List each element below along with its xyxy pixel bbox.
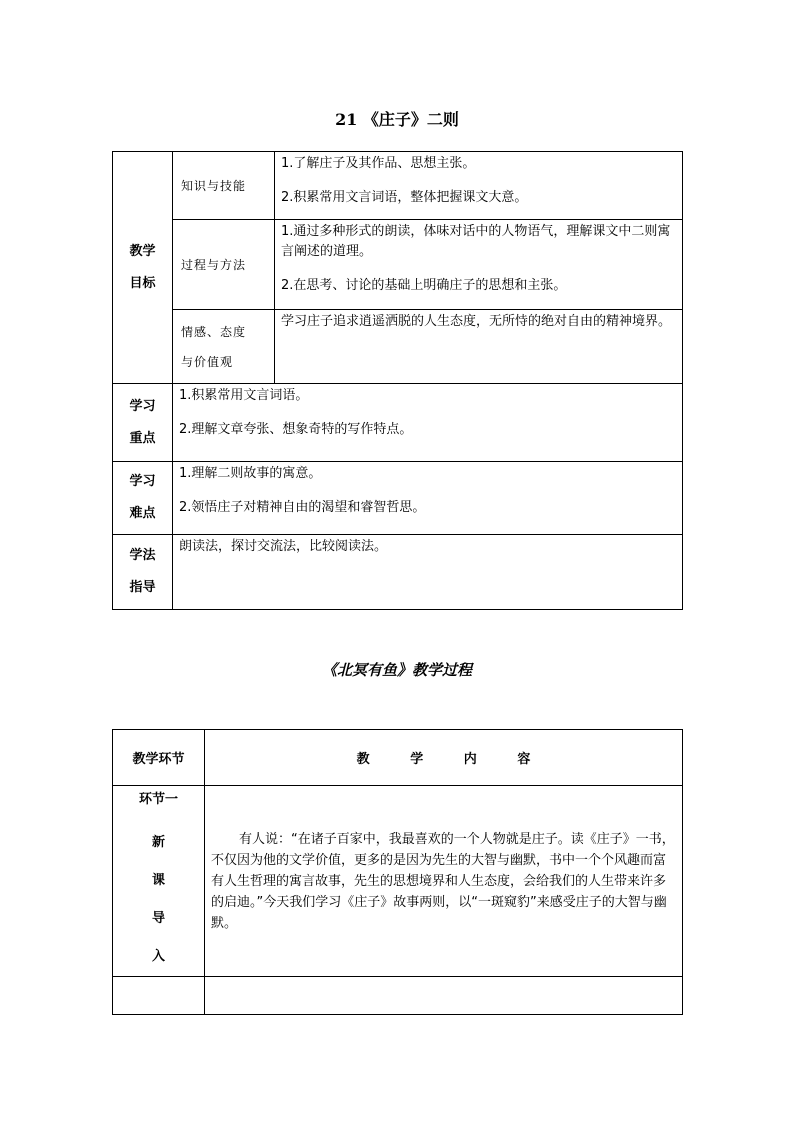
difficulty-item: 1.理解二则故事的寓意。 — [179, 466, 322, 481]
stage-one-char: 导 — [151, 911, 165, 926]
methods-label-line1: 学法 — [129, 548, 156, 563]
empty-content-cell — [205, 977, 683, 1015]
knowledge-label: 知识与技能 — [173, 152, 275, 220]
emotion-text: 学习庄子追求逍遥洒脱的人生态度，无所恃的绝对自由的精神境界。 — [281, 314, 672, 329]
difficulties-label-line2: 难点 — [129, 506, 156, 521]
stage-header: 教学环节 — [113, 730, 205, 786]
stage-one-content: 有人说：“在诸子百家中，我最喜欢的一个人物就是庄子。读《庄子》一书，不仅因为他的文学价值，更多的是因为先生的大智与幽默，书中一个个风趣而富有人生哲理的寓言故事，先生的思想境界和人生态度，会给我们的人生带来许多的启迪。”今天我们学习《庄子》故事两则，以“一斑窥豹”来感受庄子的大智与幽默。 — [205, 786, 683, 977]
emotion-label-line1: 情感、态度 — [181, 324, 247, 339]
content-header-char: 内 — [463, 752, 477, 767]
methods-label-line2: 指导 — [129, 580, 156, 595]
document-title: 21 《庄子》二则 — [335, 110, 459, 129]
teaching-process-table — [112, 729, 683, 1015]
knowledge-content — [275, 152, 683, 220]
emotion-content — [275, 310, 683, 384]
key-points-label-line1: 学习 — [129, 398, 156, 414]
key-point-item: 1.积累常用文言词语。 — [179, 388, 309, 403]
methods-text: 朗读法，探讨交流法，比较阅读法。 — [179, 539, 388, 554]
stage-one-char: 课 — [151, 873, 165, 888]
process-method-label: 过程与方法 — [173, 220, 275, 310]
knowledge-item: 1.了解庄子及其作品、思想主张。 — [281, 156, 476, 171]
difficulty-item: 2.领悟庄子对精神自由的渴望和睿智哲思。 — [179, 500, 426, 515]
process-title: 《北冥有鱼》教学过程 — [321, 661, 472, 679]
content-header-char: 容 — [517, 752, 531, 767]
key-points-label — [113, 384, 173, 462]
knowledge-item: 2.积累常用文言词语，整体把握课文大意。 — [281, 190, 528, 205]
content-header-char: 教 — [356, 752, 370, 767]
process-method-content — [275, 220, 683, 310]
goals-label-line1: 教学 — [129, 243, 156, 259]
methods-label — [113, 535, 173, 610]
empty-stage-cell — [113, 977, 205, 1015]
emotion-label — [173, 310, 275, 384]
difficulties-content — [173, 462, 683, 535]
stage-one-char: 新 — [151, 835, 165, 850]
process-method-item: 1.通过多种形式的朗读，体味对话中的人物语气，理解课文中二则寓言阐述的道理。 — [281, 224, 671, 259]
content-header — [205, 730, 683, 786]
teaching-goals-table — [112, 151, 683, 610]
methods-content — [173, 535, 683, 610]
goals-label-line2: 目标 — [129, 275, 156, 291]
key-points-content — [173, 384, 683, 462]
content-header-char: 学 — [410, 752, 424, 767]
stage-one-name: 环节一 — [138, 792, 178, 807]
key-points-label-line2: 重点 — [129, 430, 156, 446]
key-point-item: 2.理解文章夸张、想象奇特的写作特点。 — [179, 422, 413, 437]
difficulties-label — [113, 462, 173, 535]
stage-one-char: 入 — [151, 949, 165, 964]
process-method-item: 2.在思考、讨论的基础上明确庄子的思想和主张。 — [281, 278, 567, 293]
emotion-label-line2: 与价值观 — [181, 354, 234, 369]
difficulties-label-line1: 学习 — [129, 474, 156, 489]
stage-one-cell — [113, 786, 205, 977]
goals-label — [113, 152, 173, 384]
